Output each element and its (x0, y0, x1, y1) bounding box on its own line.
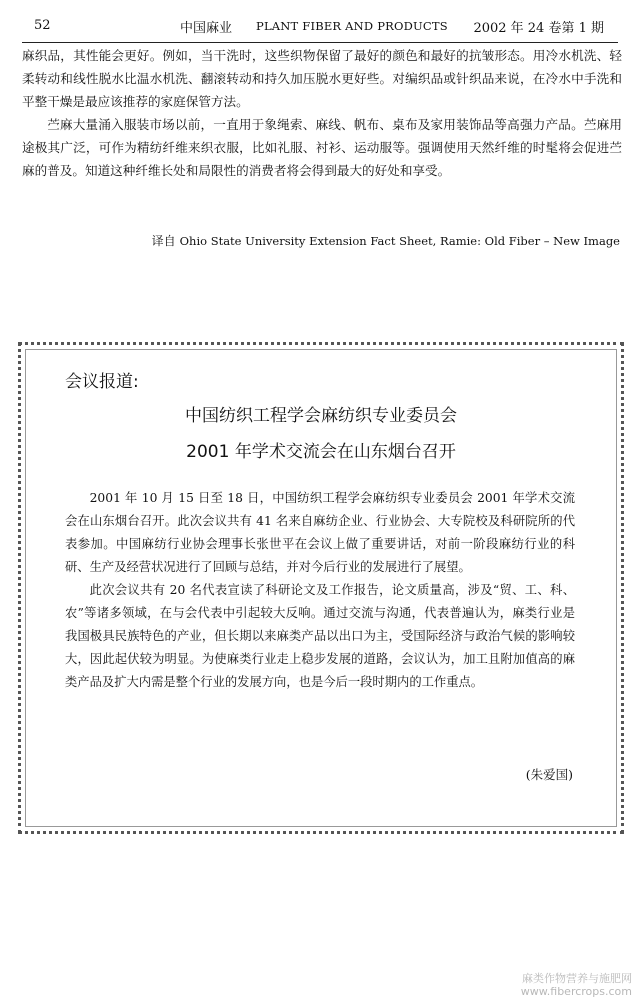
watermark-line-1: 麻类作物营养与施肥网 (522, 972, 632, 985)
issue-info: 2002 年 24 卷第 1 期 (473, 21, 604, 36)
running-header (22, 8, 618, 43)
report-body (65, 487, 575, 694)
report-label: 会议报道: (65, 372, 139, 392)
journal-title-cn: 中国麻业 (180, 21, 233, 36)
translation-prefix: 译自 (151, 234, 176, 248)
conference-report-box (18, 342, 624, 834)
report-title-line-1: 中国纺织工程学会麻纺织专业委员会 (185, 406, 457, 426)
watermark (521, 972, 632, 998)
report-author: (朱爱国) (525, 767, 573, 782)
page-number: 52 (34, 18, 51, 33)
article-paragraph-1: 麻织品，其性能会更好。例如，当干洗时，这些织物保留了最好的颜色和最好的抗皱形态。用冷水机洗、轻柔转动和线性脱水比温水机洗、翻滚转动和持久加压脱水更好些。对编织品或针织品来说，在冷水中手洗和平整干燥是最应该推荐的家庭保管方法。 (22, 48, 622, 109)
article-paragraph-2: 苎麻大量涌入服装市场以前，一直用于象绳索、麻线、帆布、桌布及家用装饰品等高强力产品。苎麻用途极其广泛，可作为精纺纤维来织衣服，比如礼服、衬衫、运动服等。强调使用天然纤维的时髦将会促进苎麻的普及。知道这种纤维长处和局限性的消费者将会得到最大的好处和享受。 (22, 117, 622, 178)
report-paragraph-2: 此次会议共有 20 名代表宣读了科研论文及工作报告，论文质量高，涉及“贸、工、科、农”等诸多领域，在与会代表中引起较大反响。通过交流与沟通，代表普遍认为，麻类行业是我国极具民族特色的产业，但长期以来麻类产品以出口为主，受国际经济与政治气候的影响较大，因此起伏较为明显。为使麻类行业走上稳步发展的道路，会议认为，加工且附加值高的麻类产品及扩大内需是整个行业的发展方向，也是今后一段时期内的工作重点。 (65, 583, 575, 689)
report-title-line-2: 2001 年学术交流会在山东烟台召开 (186, 442, 456, 462)
journal-title-en: PLANT FIBER AND PRODUCTS (256, 19, 448, 33)
watermark-line-2: www.fibercrops.com (520, 985, 632, 998)
translation-citation: Ohio State University Extension Fact Sheet, Ramie: Old Fiber – New Image (179, 234, 620, 248)
report-paragraph-1: 2001 年 10 月 15 日至 18 日，中国纺织工程学会麻纺织专业委员会 2001 年学术交流会在山东烟台召开。此次会议共有 41 名来自麻纺企业、行业协会、大专院校及科研院所的代表参加。中国麻纺行业协会理事长张世平在会议上做了重要讲话，对前一阶段麻纺行业的科研、生产及经营状况进行了回顾与总结，并对今后行业的发展进行了展望。 (65, 491, 575, 574)
article-text (22, 44, 622, 182)
translation-source (152, 232, 620, 249)
